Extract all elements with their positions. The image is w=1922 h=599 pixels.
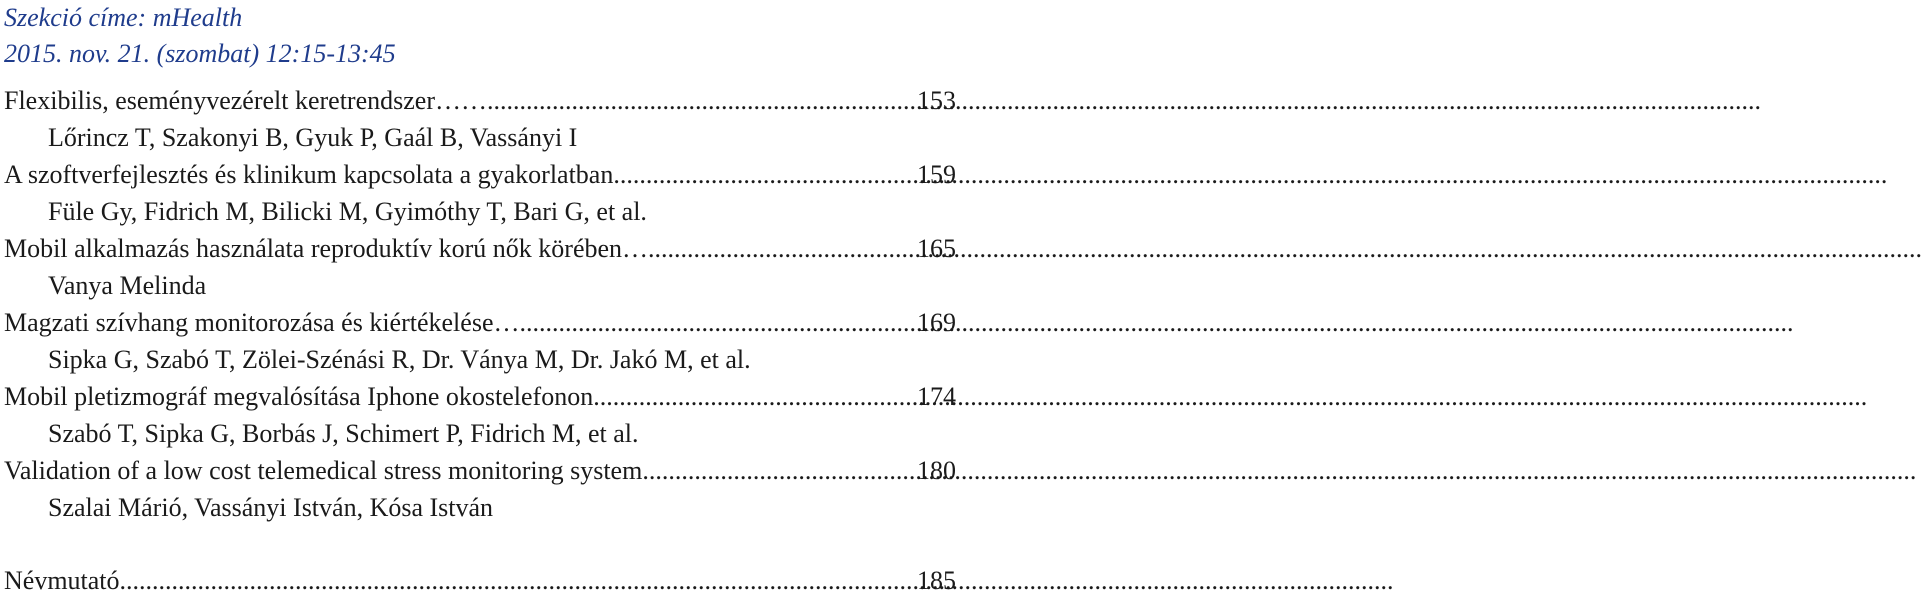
leader-dots bbox=[648, 230, 917, 267]
entry-authors: Sipka G, Szabó T, Zölei-Szénási R, Dr. Ványa M, Dr. Jakó M, et al. bbox=[48, 345, 751, 374]
index-title: Névmutató bbox=[4, 566, 120, 595]
toc-entry-title[interactable] bbox=[4, 82, 956, 119]
entry-title: Magzati szívhang monitorozása és kiértékelése… bbox=[4, 308, 520, 337]
section-title: Szekció címe: mHealth bbox=[4, 3, 243, 32]
toc-entry-title[interactable] bbox=[4, 378, 956, 415]
toc-entry-title[interactable] bbox=[4, 156, 956, 193]
entry-title: Mobil alkalmazás használata reproduktív korú nők körében… bbox=[4, 234, 649, 263]
leader-dots bbox=[613, 156, 917, 193]
entry-authors: Lőrincz T, Szakonyi B, Gyuk P, Gaál B, Vassányi I bbox=[48, 123, 578, 152]
entry-authors: Szalai Márió, Vassányi István, Kósa István bbox=[48, 493, 494, 522]
entry-page-number: 153 bbox=[917, 86, 956, 115]
leader-dots bbox=[120, 562, 917, 599]
toc-list bbox=[4, 82, 956, 599]
toc-entry-title[interactable] bbox=[4, 452, 956, 489]
leader-dots bbox=[519, 304, 917, 341]
entry-page-number: 165 bbox=[917, 234, 956, 263]
entry-page-number: 180 bbox=[917, 456, 956, 485]
entry-title: Mobil pletizmográf megvalósítása Iphone okostelefonon bbox=[4, 382, 594, 411]
index-page-number: 185 bbox=[917, 566, 956, 595]
leader-dots bbox=[642, 452, 917, 489]
leader-dots bbox=[593, 378, 917, 415]
entry-page-number: 169 bbox=[917, 308, 956, 337]
leader-dots bbox=[487, 82, 917, 119]
entry-title: Validation of a low cost telemedical stress monitoring system bbox=[4, 456, 643, 485]
entry-page-number: 159 bbox=[917, 160, 956, 189]
entry-authors: Füle Gy, Fidrich M, Bilicki M, Gyimóthy T, Bari G, et al. bbox=[48, 197, 647, 226]
spacer bbox=[4, 526, 956, 562]
toc-entry-title[interactable] bbox=[4, 230, 956, 267]
toc-index-entry[interactable] bbox=[4, 562, 956, 599]
toc-page bbox=[4, 0, 956, 599]
session-time: 2015. nov. 21. (szombat) 12:15-13:45 bbox=[4, 39, 396, 68]
entry-title: Flexibilis, eseményvezérelt keretrendszer…… bbox=[4, 86, 487, 115]
entry-authors: Szabó T, Sipka G, Borbás J, Schimert P, Fidrich M, et al. bbox=[48, 419, 639, 448]
entry-title: A szoftverfejlesztés és klinikum kapcsolata a gyakorlatban bbox=[4, 160, 614, 189]
entry-page-number: 174 bbox=[917, 382, 956, 411]
toc-entry-title[interactable] bbox=[4, 304, 956, 341]
entry-authors: Vanya Melinda bbox=[48, 271, 207, 300]
